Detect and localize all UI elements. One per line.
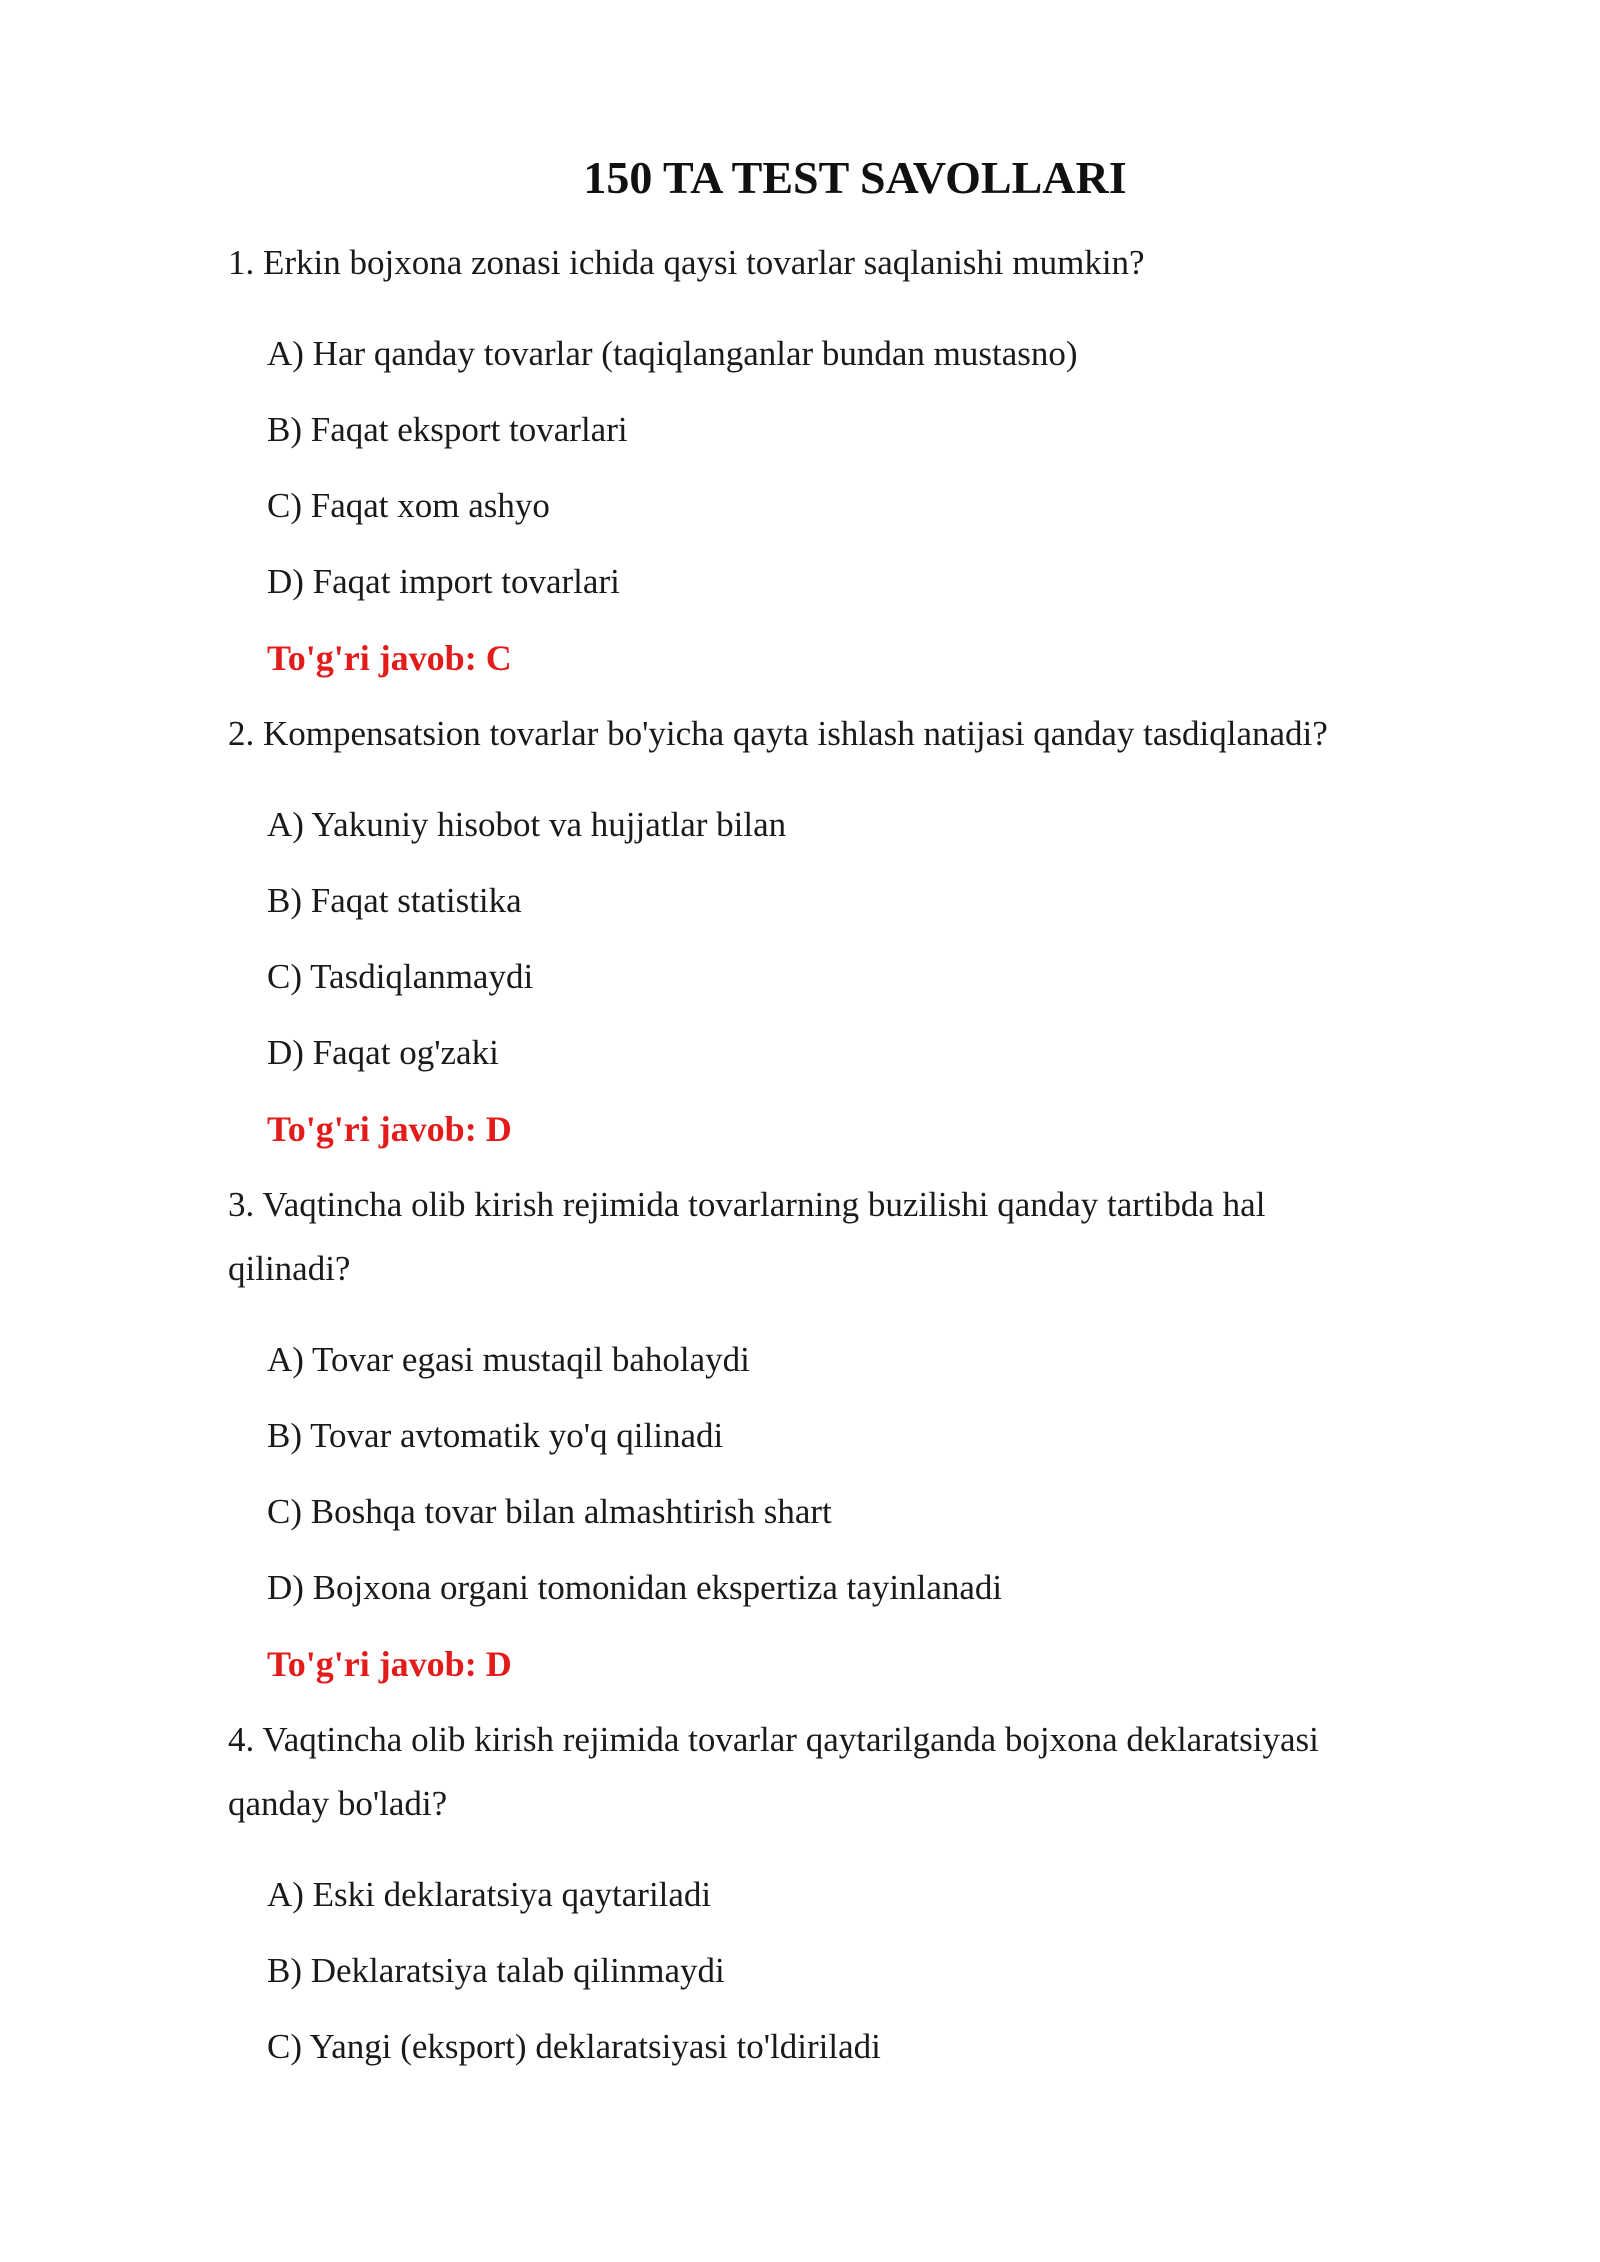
question-4-text-line-1: 4. Vaqtincha olib kirish rejimida tovarlar qaytarilganda bojxona deklaratsiyasi [228,1720,1319,1759]
question-2-option-b: B) Faqat statistika [267,881,522,920]
question-3-option-d: D) Bojxona organi tomonidan ekspertiza tayinlanadi [267,1568,1003,1607]
question-2-answer: To'g'ri javob: D [267,1109,512,1149]
question-1-option-a: A) Har qanday tovarlar (taqiqlanganlar bundan mustasno) [267,334,1078,373]
question-1-option-c: C) Faqat xom ashyo [267,486,550,525]
question-1-answer: To'g'ri javob: C [267,638,512,678]
question-3-option-a: A) Tovar egasi mustaqil baholaydi [267,1340,750,1379]
question-2-option-c: C) Tasdiqlanmaydi [267,957,534,996]
question-3-answer: To'g'ri javob: D [267,1644,512,1684]
question-2-text: 2. Kompensatsion tovarlar bo'yicha qayta ishlash natijasi qanday tasdiqlanadi? [228,714,1328,753]
question-2-option-a: A) Yakuniy hisobot va hujjatlar bilan [267,805,787,844]
question-3-option-c: C) Boshqa tovar bilan almashtirish shart [267,1492,832,1531]
question-4-text-line-2: qanday bo'ladi? [228,1784,448,1823]
question-4-option-b: B) Deklaratsiya talab qilinmaydi [267,1951,725,1990]
question-1-text: 1. Erkin bojxona zonasi ichida qaysi tovarlar saqlanishi mumkin? [228,243,1145,282]
question-3-text-line-1: 3. Vaqtincha olib kirish rejimida tovarlarning buzilishi qanday tartibda hal [228,1185,1266,1224]
question-3-option-b: B) Tovar avtomatik yo'q qilinadi [267,1416,724,1455]
question-4-option-c: C) Yangi (eksport) deklaratsiyasi to'ldiriladi [267,2027,881,2066]
page-title: 150 TA TEST SAVOLLARI [583,152,1127,203]
question-3-text-line-2: qilinadi? [228,1249,351,1288]
question-4-option-a: A) Eski deklaratsiya qaytariladi [267,1875,712,1914]
question-1-option-b: B) Faqat eksport tovarlari [267,410,628,449]
question-1-option-d: D) Faqat import tovarlari [267,562,620,601]
question-2-option-d: D) Faqat og'zaki [267,1033,499,1072]
